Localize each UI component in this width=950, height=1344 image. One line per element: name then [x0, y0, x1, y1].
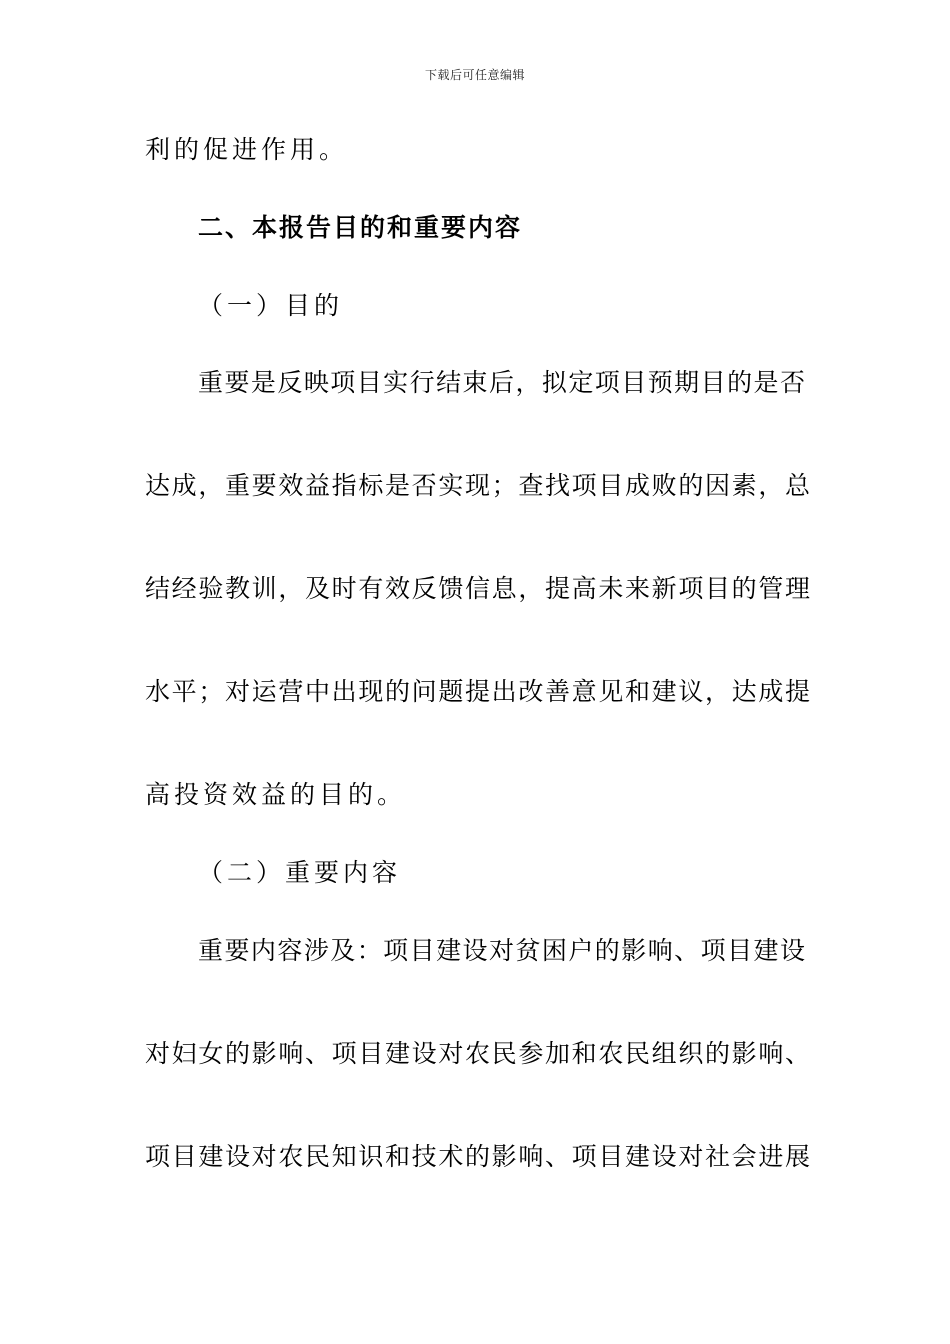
paragraph-line: 对妇女的影响、项目建设对农民参加和农民组织的影响、 [145, 1039, 810, 1068]
paragraph-line: 重要是反映项目实行结束后，拟定项目预期目的是否 [198, 368, 805, 397]
paragraph-line: 利的促进作用。 [145, 135, 349, 164]
paragraph-line: 水平；对运营中出现的问题提出改善意见和建议，达成提 [145, 677, 810, 706]
paragraph-line: 达成，重要效益指标是否实现；查找项目成败的因素，总 [145, 471, 810, 500]
subsection-heading: （二）重要内容 [198, 858, 402, 887]
paragraph-line: 项目建设对农民知识和技术的影响、项目建设对社会进展 [145, 1142, 810, 1171]
paragraph-line: 结经验教训，及时有效反馈信息，提高未来新项目的管理 [145, 574, 810, 603]
page-header: 下载后可任意编辑 [424, 68, 525, 82]
paragraph-line: 重要内容涉及：项目建设对贫困户的影响、项目建设 [198, 936, 805, 965]
section-heading: 二、本报告目的和重要内容 [198, 213, 523, 242]
subsection-heading: （一）目的 [198, 291, 344, 320]
paragraph-line: 高投资效益的目的。 [145, 780, 407, 809]
